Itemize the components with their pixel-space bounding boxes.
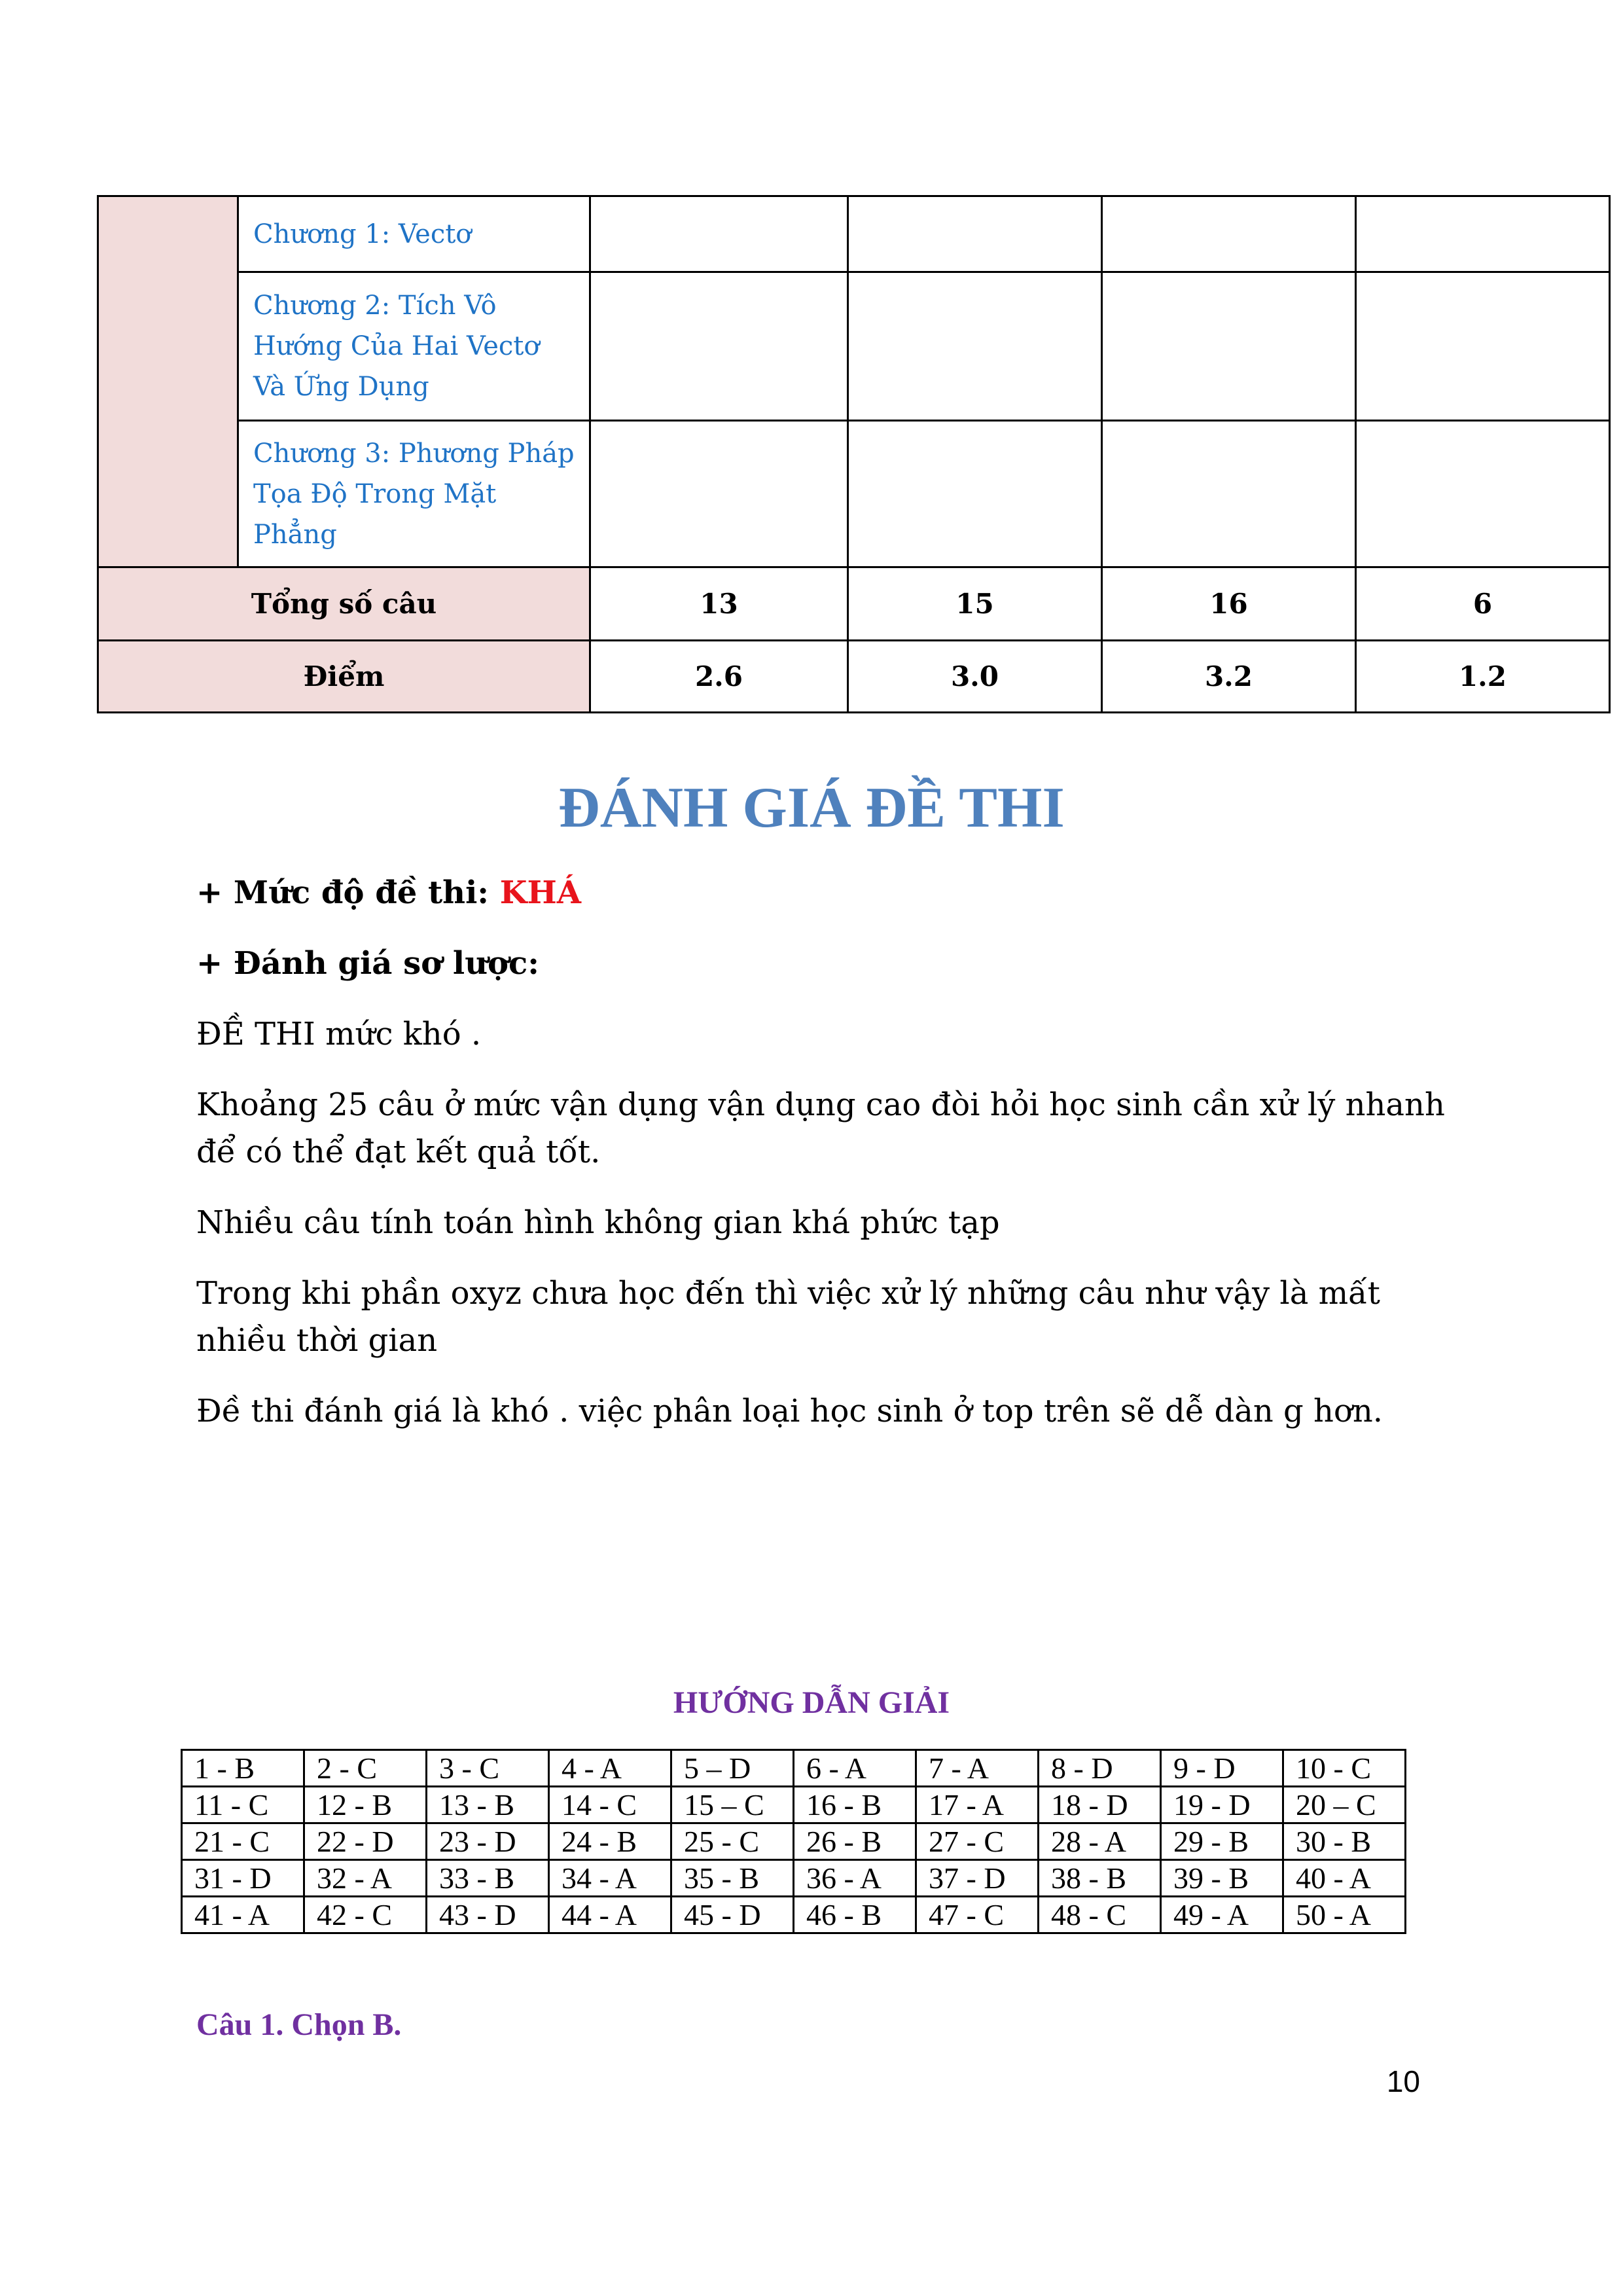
answer-cell: 48 - C: [1039, 1897, 1161, 1933]
empty-cell: [1102, 421, 1356, 567]
empty-cell: [590, 421, 848, 567]
empty-cell: [1102, 272, 1356, 421]
answer-cell: 28 - A: [1039, 1823, 1161, 1860]
answer-row: [182, 1823, 1406, 1860]
answer-row: [182, 1750, 1406, 1787]
answer-cell: 5 – D: [671, 1750, 794, 1787]
answer-cell: 27 - C: [916, 1823, 1039, 1860]
answer-cell: 11 - C: [182, 1787, 304, 1823]
empty-cell: [848, 272, 1102, 421]
score-value: 3.0: [848, 641, 1102, 713]
answer-cell: 9 - D: [1161, 1750, 1283, 1787]
answer-key-title: HƯỚNG DẪN GIẢI: [673, 1685, 950, 1720]
answer-cell: 13 - B: [427, 1787, 549, 1823]
answer-cell: 35 - B: [671, 1860, 794, 1897]
score-label: Điểm: [98, 641, 590, 713]
score-row: [98, 641, 1610, 713]
answer-cell: 41 - A: [182, 1897, 304, 1933]
exam-level: [196, 869, 1453, 916]
total-value: 15: [848, 567, 1102, 641]
empty-cell: [1102, 196, 1356, 272]
answer-cell: 23 - D: [427, 1823, 549, 1860]
evaluation-line: Trong khi phần oxyz chưa học đến thì việc xử lý những câu như vậy là mất nhiều thời gian: [196, 1275, 1380, 1359]
answer-cell: 31 - D: [182, 1860, 304, 1897]
answer-cell: 33 - B: [427, 1860, 549, 1897]
evaluation-title: ĐÁNH GIÁ ĐỀ THI: [558, 776, 1065, 840]
answer-key-table: [181, 1749, 1406, 1934]
answer-cell: 16 - B: [794, 1787, 916, 1823]
total-row: [98, 567, 1610, 641]
answer-cell: 20 – C: [1283, 1787, 1406, 1823]
answer-cell: 44 - A: [549, 1897, 671, 1933]
answer-row: [182, 1787, 1406, 1823]
summary-heading: + Đánh giá sơ lược:: [196, 945, 539, 982]
answer-cell: 24 - B: [549, 1823, 671, 1860]
score-value: 2.6: [590, 641, 848, 713]
chapter-row: [98, 421, 1610, 567]
page-number: 10: [1386, 2064, 1420, 2098]
answer-cell: 4 - A: [549, 1750, 671, 1787]
answer-cell: 49 - A: [1161, 1897, 1283, 1933]
empty-cell: [590, 272, 848, 421]
first-answer-heading: Câu 1. Chọn B.: [196, 2007, 402, 2042]
evaluation-line: ĐỀ THI mức khó .: [196, 1016, 482, 1052]
answer-cell: 34 - A: [549, 1860, 671, 1897]
answer-cell: 7 - A: [916, 1750, 1039, 1787]
chapter-row: [98, 272, 1610, 421]
empty-cell: [848, 421, 1102, 567]
score-value: 1.2: [1356, 641, 1610, 713]
answer-cell: 39 - B: [1161, 1860, 1283, 1897]
evaluation-line: Khoảng 25 câu ở mức vận dụng vận dụng cao đòi hỏi học sinh cần xử lý nhanh để có thể đạt kết quả tốt.: [196, 1086, 1445, 1170]
matrix-table: [97, 195, 1611, 713]
evaluation-line: Nhiều câu tính toán hình không gian khá phức tạp: [196, 1204, 1000, 1241]
evaluation-line: Đề thi đánh giá là khó . việc phân loại học sinh ở top trên sẽ dễ dàn g hơn.: [196, 1393, 1383, 1429]
chapter-name: Chương 1: Vectơ: [238, 196, 590, 272]
total-label: Tổng số câu: [98, 567, 590, 641]
empty-cell: [1356, 421, 1610, 567]
answer-cell: 14 - C: [549, 1787, 671, 1823]
answer-cell: 37 - D: [916, 1860, 1039, 1897]
answer-cell: 43 - D: [427, 1897, 549, 1933]
answer-cell: 12 - B: [304, 1787, 427, 1823]
answer-cell: 29 - B: [1161, 1823, 1283, 1860]
answer-cell: 17 - A: [916, 1787, 1039, 1823]
answer-cell: 19 - D: [1161, 1787, 1283, 1823]
chapter-name: Chương 3: Phương Pháp Tọa Độ Trong Mặt Phẳng: [238, 421, 590, 567]
chapter-name: Chương 2: Tích Vô Hướng Của Hai Vectơ Và Ứng Dụng: [238, 272, 590, 421]
answer-cell: 6 - A: [794, 1750, 916, 1787]
answer-cell: 22 - D: [304, 1823, 427, 1860]
empty-cell: [848, 196, 1102, 272]
answer-cell: 25 - C: [671, 1823, 794, 1860]
answer-cell: 18 - D: [1039, 1787, 1161, 1823]
answer-cell: 30 - B: [1283, 1823, 1406, 1860]
answer-row: [182, 1897, 1406, 1933]
empty-cell: [1356, 272, 1610, 421]
answer-cell: 38 - B: [1039, 1860, 1161, 1897]
answer-row: [182, 1860, 1406, 1897]
total-value: 16: [1102, 567, 1356, 641]
answer-cell: 50 - A: [1283, 1897, 1406, 1933]
answer-cell: 45 - D: [671, 1897, 794, 1933]
topic-cell: [98, 196, 238, 567]
chapter-row: [98, 196, 1610, 272]
score-value: 3.2: [1102, 641, 1356, 713]
answer-cell: 40 - A: [1283, 1860, 1406, 1897]
total-value: 6: [1356, 567, 1610, 641]
empty-cell: [590, 196, 848, 272]
answer-cell: 42 - C: [304, 1897, 427, 1933]
exam-level-value: KHÁ: [499, 874, 582, 911]
answer-cell: 36 - A: [794, 1860, 916, 1897]
answer-cell: 47 - C: [916, 1897, 1039, 1933]
answer-cell: 21 - C: [182, 1823, 304, 1860]
exam-level-label: + Mức độ đề thi:: [196, 874, 500, 911]
answer-cell: 15 – C: [671, 1787, 794, 1823]
answer-cell: 1 - B: [182, 1750, 304, 1787]
answer-cell: 32 - A: [304, 1860, 427, 1897]
answer-cell: 3 - C: [427, 1750, 549, 1787]
answer-cell: 26 - B: [794, 1823, 916, 1860]
answer-cell: 2 - C: [304, 1750, 427, 1787]
answer-cell: 8 - D: [1039, 1750, 1161, 1787]
empty-cell: [1356, 196, 1610, 272]
total-value: 13: [590, 567, 848, 641]
answer-cell: 46 - B: [794, 1897, 916, 1933]
answer-cell: 10 - C: [1283, 1750, 1406, 1787]
